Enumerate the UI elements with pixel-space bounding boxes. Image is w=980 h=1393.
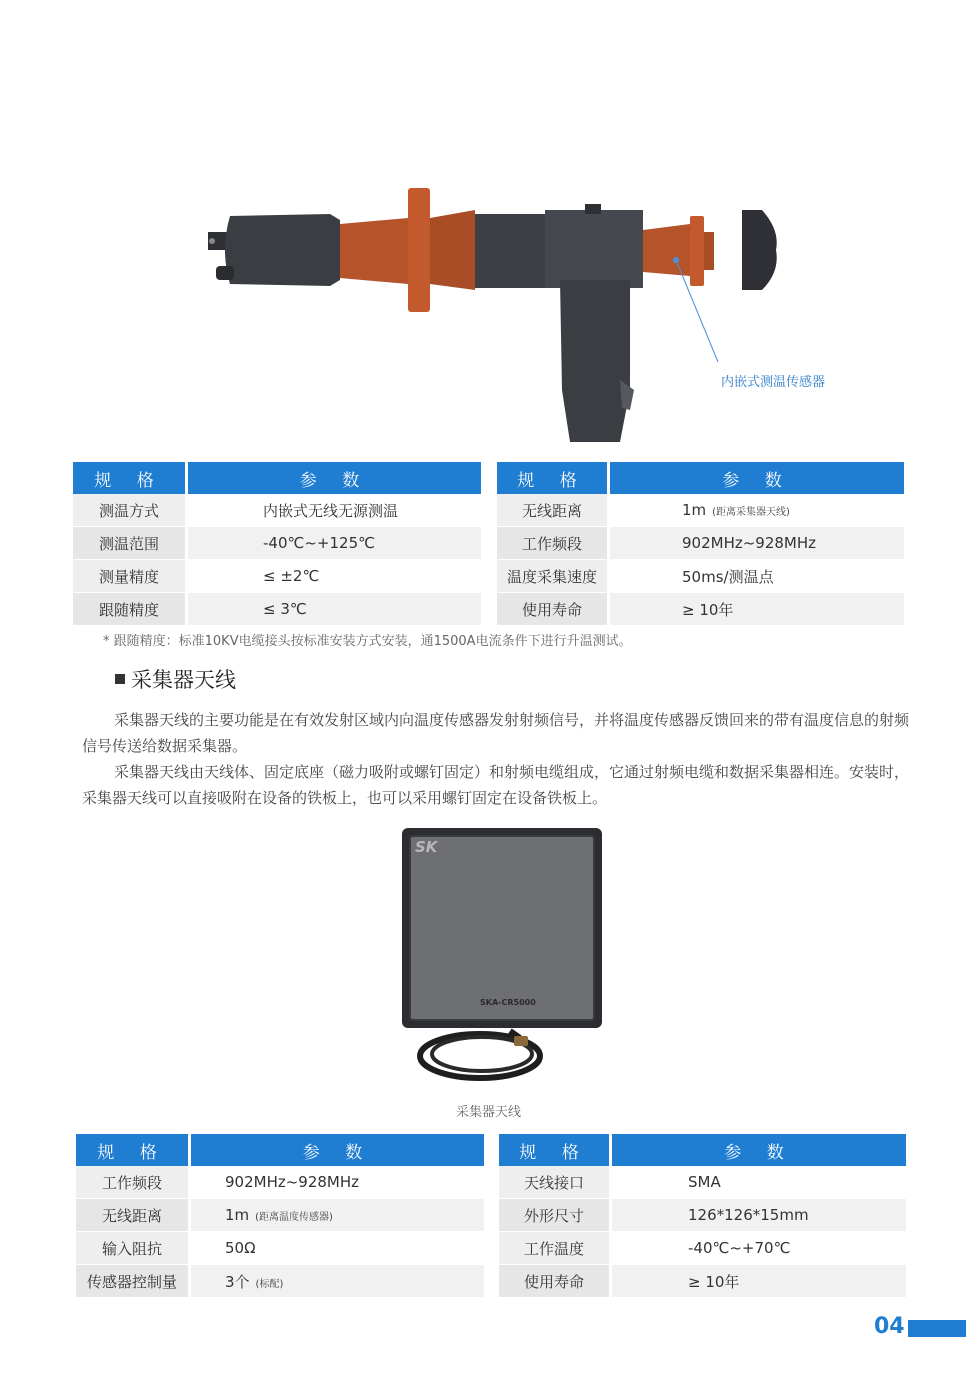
header-param: 参 数	[191, 1134, 484, 1166]
paragraph-1-text: 采集器天线的主要功能是在有效发射区域内向温度传感器发射射频信号，并将温度传感器反馈回来的带有温度信息的射频信号传送给数据采集器。	[82, 711, 910, 755]
section-title: 采集器天线	[131, 668, 236, 692]
table-row	[497, 593, 904, 626]
row-value	[188, 494, 481, 527]
value-text: -40℃~+125℃	[263, 534, 375, 552]
value-text: 50Ω	[225, 1239, 256, 1257]
row-key: 外形尺寸	[499, 1199, 612, 1232]
row-value	[612, 1166, 906, 1199]
table-header-row	[499, 1134, 906, 1166]
row-value	[191, 1166, 484, 1199]
table-row	[73, 560, 481, 593]
value-text: 902MHz~928MHz	[682, 534, 817, 552]
row-value	[610, 593, 904, 626]
row-key: 无线距离	[497, 494, 610, 527]
antenna-illustration	[400, 826, 610, 1086]
value-text: ≤ 3℃	[263, 600, 307, 618]
table-row	[76, 1166, 484, 1199]
value-note: (距离采集器天线)	[712, 507, 790, 518]
row-value	[610, 527, 904, 560]
value-text: 1m	[225, 1206, 250, 1224]
row-key: 测量精度	[73, 560, 188, 593]
row-key: 传感器控制量	[76, 1265, 191, 1298]
antenna-logo: SK	[415, 838, 438, 856]
antenna-model-text: SKA-CR5000	[480, 998, 536, 1007]
table-row	[73, 593, 481, 626]
table-row	[499, 1199, 906, 1232]
row-key: 跟随精度	[73, 593, 188, 626]
value-text: 3个	[225, 1272, 250, 1291]
table-header-row	[497, 462, 904, 494]
value-text: 内嵌式无线无源测温	[263, 501, 399, 520]
value-text: 126*126*15mm	[688, 1206, 809, 1224]
row-value	[188, 527, 481, 560]
header-param: 参 数	[612, 1134, 906, 1166]
table-row	[73, 494, 481, 527]
row-key: 无线距离	[76, 1199, 191, 1232]
section-heading	[115, 664, 236, 694]
page-number: 04	[874, 1314, 905, 1339]
footnote: * 跟随精度：标准10KV电缆接头按标准安装方式安装，通1500A电流条件下进行升温测试。	[103, 634, 632, 649]
paragraph-1	[82, 707, 912, 759]
row-value	[612, 1199, 906, 1232]
square-bullet-icon	[115, 674, 125, 684]
table-row	[76, 1232, 484, 1265]
table-row	[76, 1265, 484, 1298]
sensor-callout-label: 内嵌式测温传感器	[721, 375, 826, 390]
row-value	[191, 1199, 484, 1232]
value-text: SMA	[688, 1173, 721, 1191]
value-text: 50ms/测温点	[682, 567, 774, 586]
row-value	[191, 1265, 484, 1298]
table-row	[499, 1166, 906, 1199]
table-row	[497, 560, 904, 593]
table-header-row	[76, 1134, 484, 1166]
table-header-row	[73, 462, 481, 494]
value-text: ≥ 10年	[688, 1272, 740, 1291]
row-key: 天线接口	[499, 1166, 612, 1199]
header-spec: 规 格	[499, 1134, 612, 1166]
spec-table-sensor-1	[73, 462, 481, 626]
row-key: 使用寿命	[499, 1265, 612, 1298]
table-row	[73, 527, 481, 560]
row-key: 测温范围	[73, 527, 188, 560]
value-text: ≥ 10年	[682, 600, 734, 619]
row-value	[610, 494, 904, 527]
row-key: 工作温度	[499, 1232, 612, 1265]
page-number-bar	[908, 1320, 966, 1337]
row-value	[612, 1265, 906, 1298]
header-spec: 规 格	[73, 462, 188, 494]
spec-table-sensor-2	[497, 462, 904, 626]
row-value	[188, 560, 481, 593]
row-value	[610, 560, 904, 593]
row-key: 工作频段	[76, 1166, 191, 1199]
cable-connector-illustration	[190, 180, 790, 450]
spec-table-antenna-1	[76, 1134, 484, 1298]
row-value	[612, 1232, 906, 1265]
table-row	[497, 494, 904, 527]
paragraph-2-text: 采集器天线由天线体、固定底座（磁力吸附或螺钉固定）和射频电缆组成，它通过射频电缆和数据采集器相连。安装时，采集器天线可以直接吸附在设备的铁板上，也可以采用螺钉固定在设备铁板上。	[82, 763, 910, 807]
value-note: (距离温度传感器)	[255, 1212, 333, 1223]
header-spec: 规 格	[497, 462, 610, 494]
row-value	[188, 593, 481, 626]
paragraph-2	[82, 759, 912, 811]
value-text: 902MHz~928MHz	[225, 1173, 360, 1191]
value-text: -40℃~+70℃	[688, 1239, 791, 1257]
spec-table-antenna-2	[499, 1134, 906, 1298]
header-param: 参 数	[188, 462, 481, 494]
table-row	[499, 1232, 906, 1265]
antenna-caption: 采集器天线	[456, 1105, 522, 1120]
row-value	[191, 1232, 484, 1265]
row-key: 测温方式	[73, 494, 188, 527]
header-spec: 规 格	[76, 1134, 191, 1166]
row-key: 输入阻抗	[76, 1232, 191, 1265]
header-param: 参 数	[610, 462, 904, 494]
value-note: (标配)	[255, 1278, 284, 1290]
row-key: 工作频段	[497, 527, 610, 560]
value-text: ≤ ±2℃	[263, 567, 320, 585]
table-row	[76, 1199, 484, 1232]
row-key: 使用寿命	[497, 593, 610, 626]
value-text: 1m	[682, 501, 707, 519]
row-key: 温度采集速度	[497, 560, 610, 593]
table-row	[499, 1265, 906, 1298]
table-row	[497, 527, 904, 560]
